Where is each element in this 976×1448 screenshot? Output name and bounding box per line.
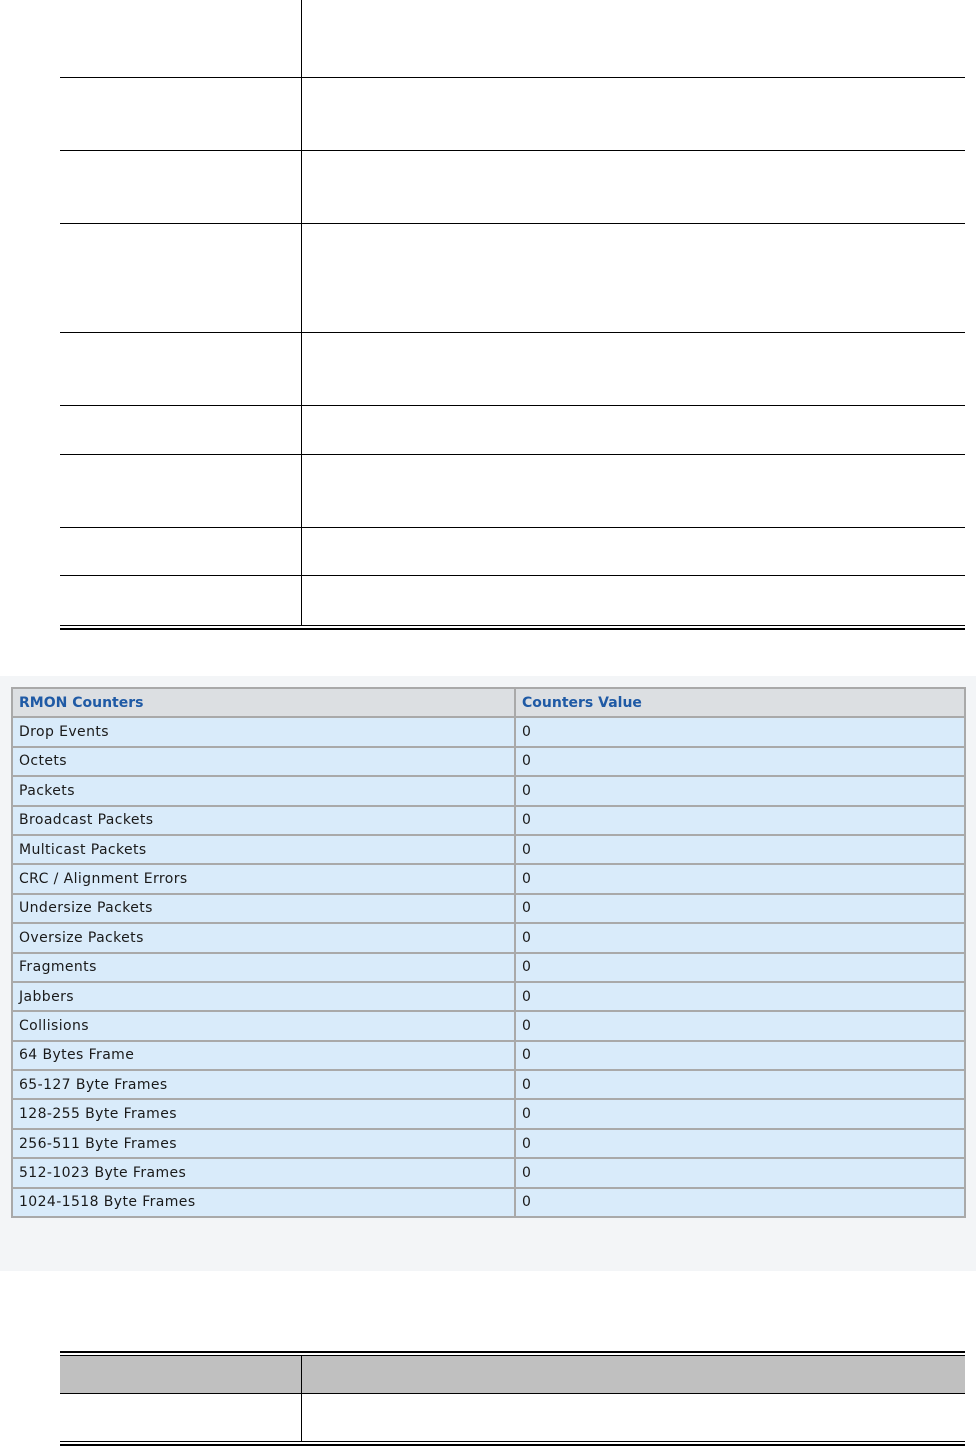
counter-name: Jabbers [12,982,515,1011]
row-divider [60,575,965,576]
table-header-band [60,1356,965,1393]
counter-name: Undersize Packets [12,894,515,923]
counter-value: 0 [515,953,965,982]
row-divider [60,405,965,406]
row-divider [60,332,965,333]
row-divider [60,77,965,78]
counter-value: 0 [515,1099,965,1128]
counter-value: 0 [515,747,965,776]
counter-name: 64 Bytes Frame [12,1041,515,1070]
table-row [12,776,965,805]
counter-name: 1024-1518 Byte Frames [12,1188,515,1217]
table-row [12,806,965,835]
top-description-table [60,0,965,633]
counter-name: Drop Events [12,717,515,746]
bottom-description-table [60,1351,965,1448]
column-divider [301,0,302,626]
counter-value: 0 [515,1129,965,1158]
counter-value: 0 [515,923,965,952]
table-row [12,1129,965,1158]
counter-value: 0 [515,894,965,923]
counter-value: 0 [515,1188,965,1217]
table-bottom-rule [60,625,965,630]
counter-value: 0 [515,717,965,746]
counter-name: Packets [12,776,515,805]
rmon-counters-table [11,687,966,1218]
table-row [12,923,965,952]
counter-value: 0 [515,982,965,1011]
table-row [12,747,965,776]
counter-name: Broadcast Packets [12,806,515,835]
counter-name: Fragments [12,953,515,982]
table-row [12,894,965,923]
table-row [12,1070,965,1099]
counter-value: 0 [515,806,965,835]
counter-value: 0 [515,776,965,805]
table-row [12,1011,965,1040]
counter-value: 0 [515,1011,965,1040]
row-divider [60,454,965,455]
table-row [12,982,965,1011]
counter-value: 0 [515,1070,965,1099]
table-row [12,1188,965,1217]
counter-name: Multicast Packets [12,835,515,864]
counter-name: 128-255 Byte Frames [12,1099,515,1128]
table-row [12,953,965,982]
column-divider [301,1356,302,1442]
row-divider [60,223,965,224]
table-row [12,1041,965,1070]
counter-name: Collisions [12,1011,515,1040]
counter-value: 0 [515,1041,965,1070]
table-row [12,835,965,864]
table-row [12,864,965,893]
row-divider [60,527,965,528]
counter-name: 512-1023 Byte Frames [12,1158,515,1187]
header-rmon-counters: RMON Counters [12,688,515,717]
table-header-row [12,688,965,717]
counter-name: 65-127 Byte Frames [12,1070,515,1099]
counter-name: 256-511 Byte Frames [12,1129,515,1158]
counter-value: 0 [515,1158,965,1187]
table-row [12,1099,965,1128]
table-row [12,1158,965,1187]
rmon-counters-panel [0,676,976,1271]
counter-name: Octets [12,747,515,776]
counter-name: CRC / Alignment Errors [12,864,515,893]
row-divider [60,150,965,151]
header-counters-value: Counters Value [515,688,965,717]
counter-value: 0 [515,864,965,893]
table-row [12,717,965,746]
row-divider [60,1393,965,1394]
counter-name: Oversize Packets [12,923,515,952]
counter-value: 0 [515,835,965,864]
table-bottom-rule [60,1441,965,1446]
